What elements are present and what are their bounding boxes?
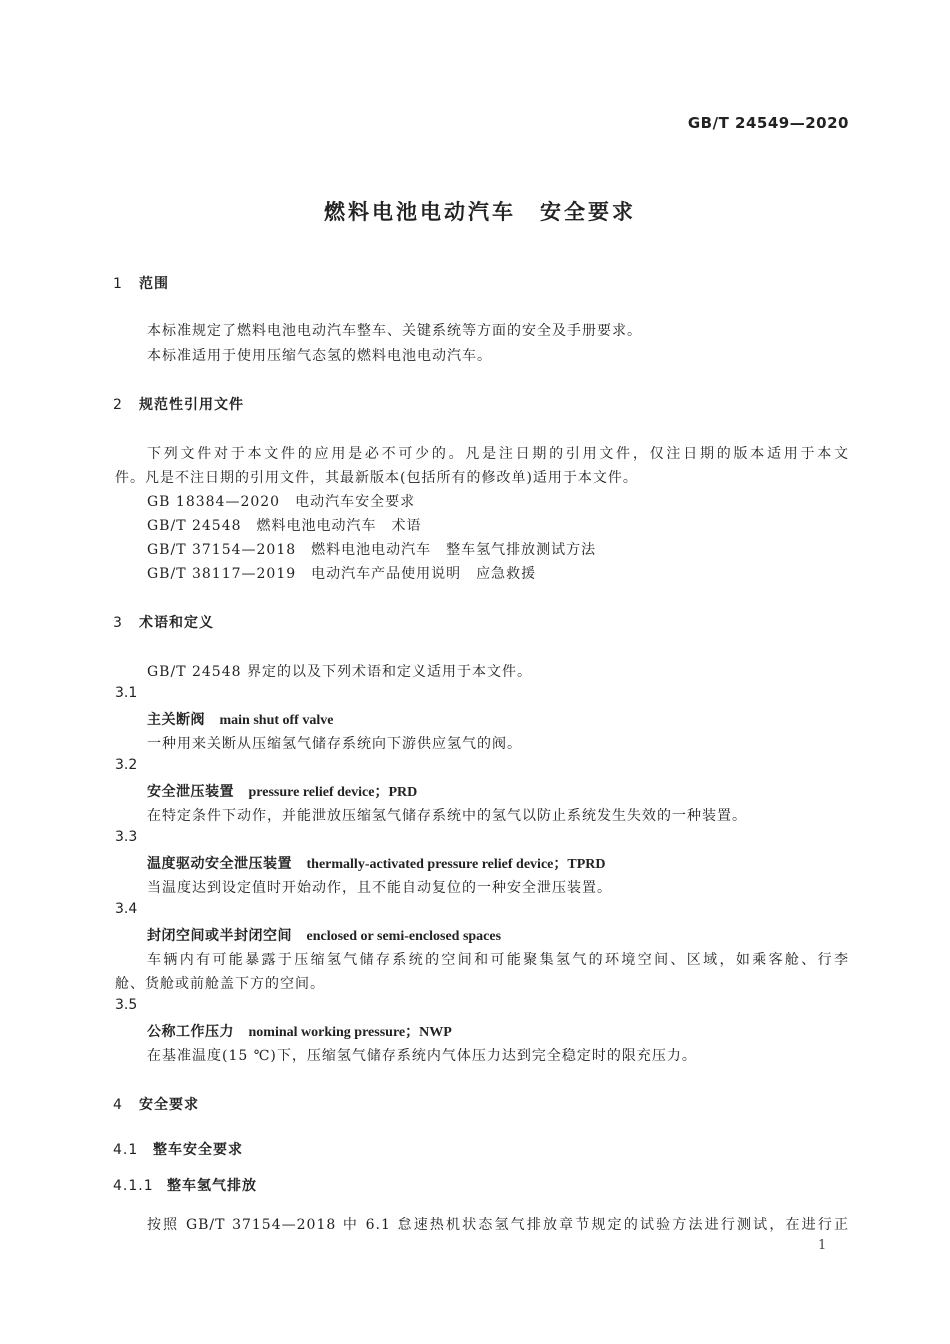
term-zh: 主关断阀: [147, 712, 205, 728]
section-number: 4: [113, 1097, 123, 1113]
term-zh: 封闭空间或半封闭空间: [147, 928, 292, 944]
reference-item: GB 18384—2020 电动汽车安全要求: [147, 494, 416, 510]
term-en: pressure relief device；PRD: [248, 785, 418, 800]
term-number: 3.4: [115, 901, 138, 917]
section-number: 3: [113, 615, 123, 631]
term-definition: 车辆内有可能暴露于压缩氢气储存系统的空间和可能聚集氢气的环境空间、区域，如乘客舱、行李: [147, 952, 849, 968]
term-number: 3.5: [115, 997, 138, 1013]
term-definition: 在特定条件下动作，并能泄放压缩氢气储存系统中的氢气以防止系统发生失效的一种装置。: [147, 808, 747, 824]
paragraph: 件。凡是不注日期的引用文件，其最新版本(包括所有的修改单)适用于本文件。: [115, 470, 638, 486]
term-definition: 舱、货舱或前舱盖下方的空间。: [115, 976, 325, 992]
term-en: thermally-activated pressure relief device；TPRD: [306, 857, 606, 872]
term-zh: 公称工作压力: [147, 1024, 234, 1040]
section-title: 范围: [139, 276, 169, 292]
section-number: 1: [113, 276, 123, 292]
page-number: 1: [818, 1238, 827, 1253]
section-3-heading: [113, 612, 214, 632]
subsection-4-1-1-heading: [113, 1175, 257, 1195]
section-title: 安全要求: [139, 1097, 199, 1113]
term-title: [147, 709, 333, 729]
reference-item: GB/T 38117—2019 电动汽车产品使用说明 应急救援: [147, 566, 537, 582]
subsection-number: 4.1.1: [113, 1178, 154, 1194]
term-en: nominal working pressure；NWP: [248, 1025, 452, 1040]
term-definition: 当温度达到设定值时开始动作，且不能自动复位的一种安全泄压装置。: [147, 880, 612, 896]
term-number: 3.1: [115, 685, 138, 701]
subsection-title: 整车氢气排放: [167, 1178, 257, 1194]
paragraph: 按照 GB/T 37154—2018 中 6.1 怠速热机状态氢气排放章节规定的试验方法进行测试，在进行正: [147, 1217, 849, 1233]
section-1-heading: [113, 273, 169, 293]
term-number: 3.3: [115, 829, 138, 845]
section-title: 规范性引用文件: [139, 397, 244, 413]
term-definition: 一种用来关断从压缩氢气储存系统向下游供应氢气的阀。: [147, 736, 522, 752]
subsection-number: 4.1: [113, 1142, 139, 1158]
reference-item: GB/T 37154—2018 燃料电池电动汽车 整车氢气排放测试方法: [147, 542, 597, 558]
term-number: 3.2: [115, 757, 138, 773]
section-4-heading: [113, 1094, 199, 1114]
paragraph: GB/T 24548 界定的以及下列术语和定义适用于本文件。: [147, 664, 532, 680]
document-title: 燃料电池电动汽车 安全要求: [324, 200, 636, 224]
paragraph: 本标准规定了燃料电池电动汽车整车、关键系统等方面的安全及手册要求。: [147, 323, 642, 339]
term-title: [147, 853, 605, 873]
term-zh: 安全泄压装置: [147, 784, 234, 800]
subsection-title: 整车安全要求: [153, 1142, 243, 1158]
subsection-4-1-heading: [113, 1139, 243, 1159]
term-zh: 温度驱动安全泄压装置: [147, 856, 292, 872]
reference-item: GB/T 24548 燃料电池电动汽车 术语: [147, 518, 422, 534]
term-en: enclosed or semi-enclosed spaces: [306, 929, 502, 944]
paragraph: 本标准适用于使用压缩气态氢的燃料电池电动汽车。: [147, 348, 492, 364]
section-title: 术语和定义: [139, 615, 214, 631]
term-en: main shut off valve: [219, 713, 334, 728]
section-number: 2: [113, 397, 123, 413]
section-2-heading: [113, 394, 244, 414]
term-definition: 在基准温度(15 ℃)下，压缩氢气储存系统内气体压力达到完全稳定时的限充压力。: [147, 1048, 697, 1064]
paragraph: 下列文件对于本文件的应用是必不可少的。凡是注日期的引用文件，仅注日期的版本适用于本文: [147, 446, 849, 462]
term-title: [147, 1021, 452, 1041]
standard-code: GB/T 24549—2020: [687, 114, 849, 132]
term-title: [147, 781, 417, 801]
term-title: [147, 925, 501, 945]
